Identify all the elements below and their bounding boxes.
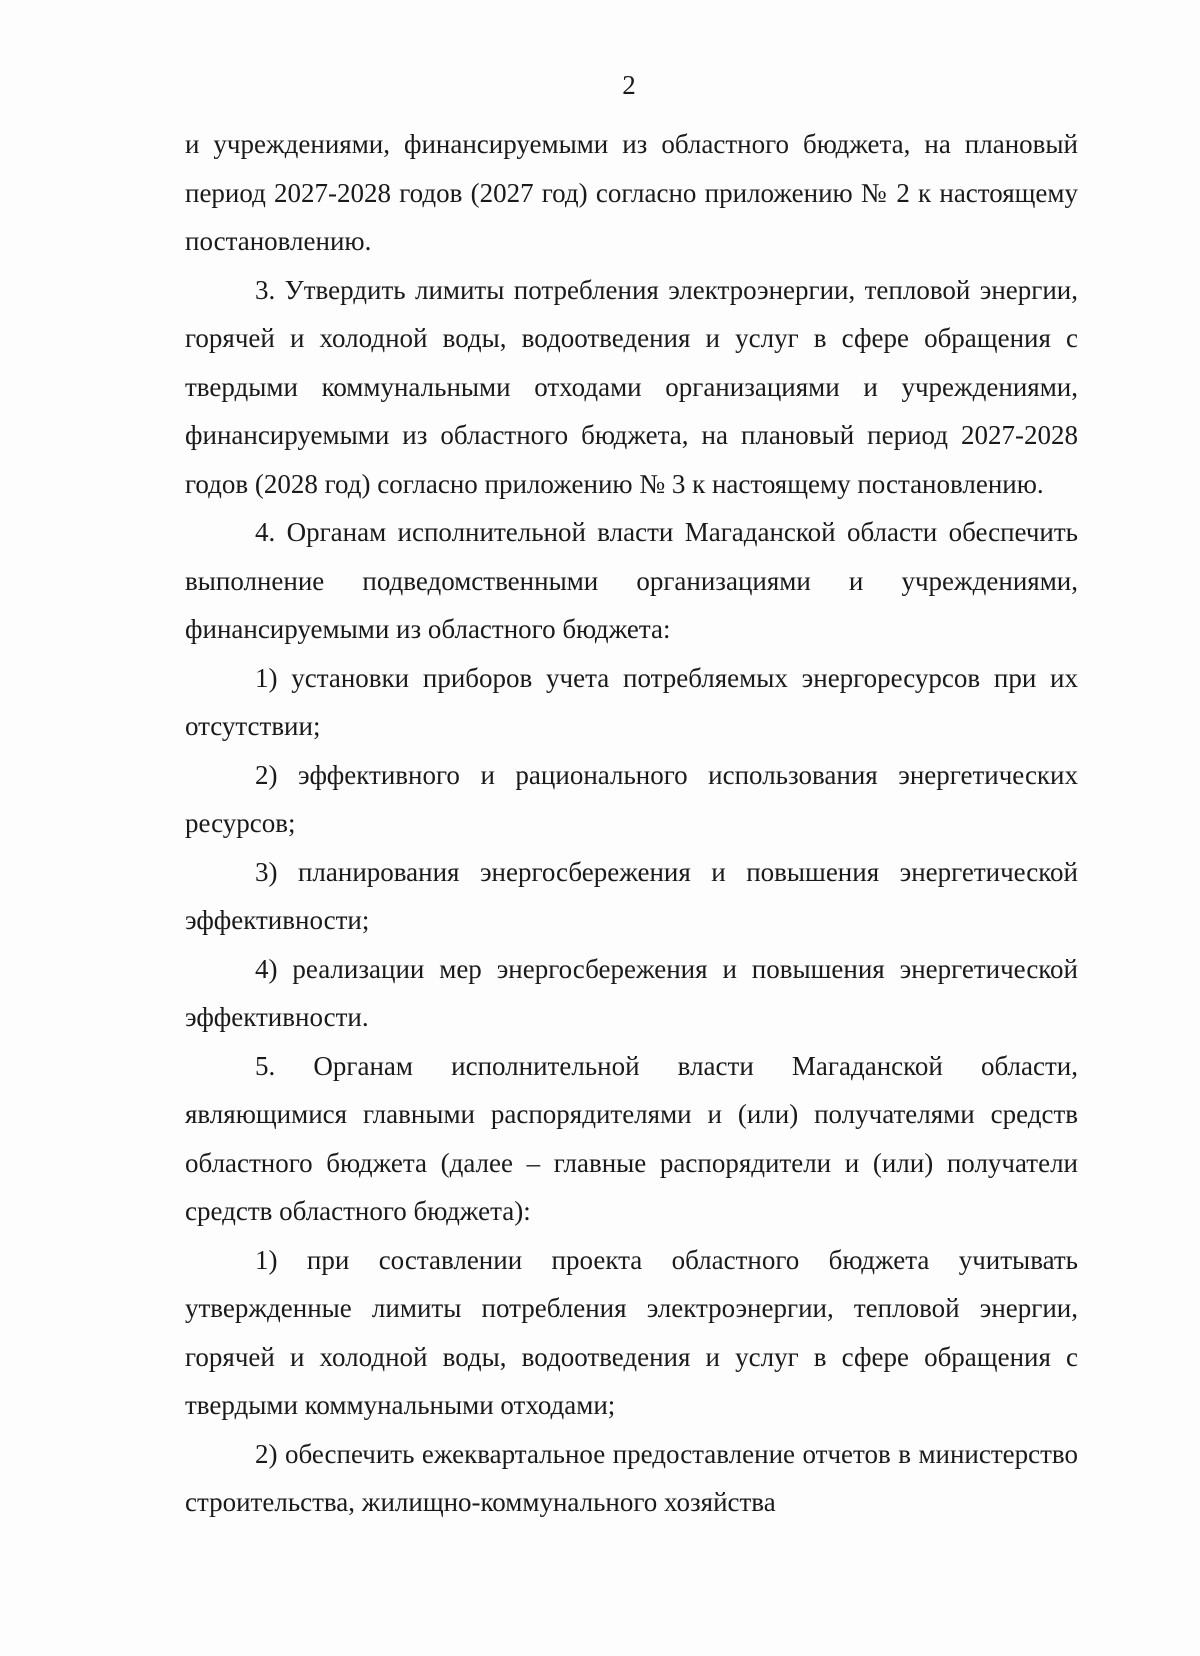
document-body	[185, 120, 1078, 1527]
subitem-4-2: 2) эффективного и рационального использования энергетических ресурсов;	[185, 759, 1078, 838]
paragraph-item-5: 5. Органам исполнительной власти Магаданской области, являющимися главными распорядителями и (или) получателями средств областного бюджета (далее – главные распорядители и (или) получатели средств областного бюджета):	[185, 1050, 1078, 1226]
subitem-5-2: 2) обеспечить ежеквартальное предоставление отчетов в министерство строительства, жилищно-коммунального хозяйства	[185, 1438, 1078, 1517]
subitem-4-4: 4) реализации мер энергосбережения и повышения энергетической эффективности.	[185, 953, 1078, 1032]
paragraph-continuation: и учреждениями, финансируемыми из областного бюджета, на плановый период 2027-2028 годов (2027 год) согласно приложению № 2 к настоящему постановлению.	[185, 129, 1078, 256]
subitem-5-1: 1) при составлении проекта областного бюджета учитывать утвержденные лимиты потребления электроэнергии, тепловой энергии, горячей и холодной воды, водоотведения и услуг в сфере обращения с твердыми коммунальными отходами;	[185, 1244, 1078, 1420]
subitem-4-1: 1) установки приборов учета потребляемых энергоресурсов при их отсутствии;	[185, 662, 1078, 741]
paragraph-item-4: 4. Органам исполнительной власти Магаданской области обеспечить выполнение подведомственными организациями и учреждениями, финансируемыми из областного бюджета:	[185, 517, 1078, 644]
paragraph-item-3: 3. Утвердить лимиты потребления электроэнергии, тепловой энергии, горячей и холодной воды, водоотведения и услуг в сфере обращения с твердыми коммунальными отходами организациями и учреждениями, финансируемыми из областного бюджета, на плановый период 2027-2028 годов (2028 год) согласно приложению № 3 к настоящему постановлению.	[185, 274, 1078, 499]
page-number: 2	[622, 70, 636, 100]
subitem-4-3: 3) планирования энергосбережения и повышения энергетической эффективности;	[185, 856, 1078, 935]
